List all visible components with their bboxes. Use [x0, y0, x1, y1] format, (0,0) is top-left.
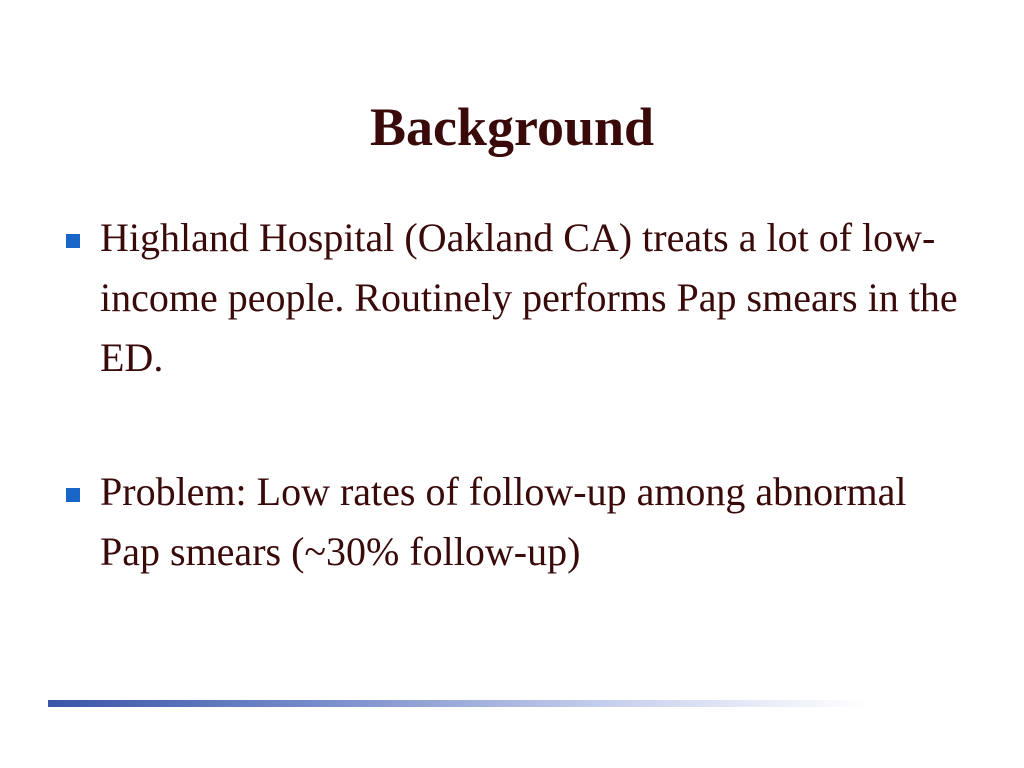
- bullet-item: [62, 208, 962, 388]
- bullet-text: Highland Hospital (Oakland CA) treats a lot of low-income people. Routinely performs Pap smears in the ED.: [100, 215, 958, 380]
- bullet-text: Problem: Low rates of follow-up among abnormal Pap smears (~30% follow-up): [100, 469, 907, 574]
- footer-gradient-bar: [48, 700, 868, 707]
- bullet-item: [62, 462, 962, 582]
- square-bullet-icon: [66, 488, 80, 502]
- square-bullet-icon: [66, 234, 80, 248]
- slide-title: Background: [369, 97, 655, 157]
- bullet-list: [62, 208, 962, 582]
